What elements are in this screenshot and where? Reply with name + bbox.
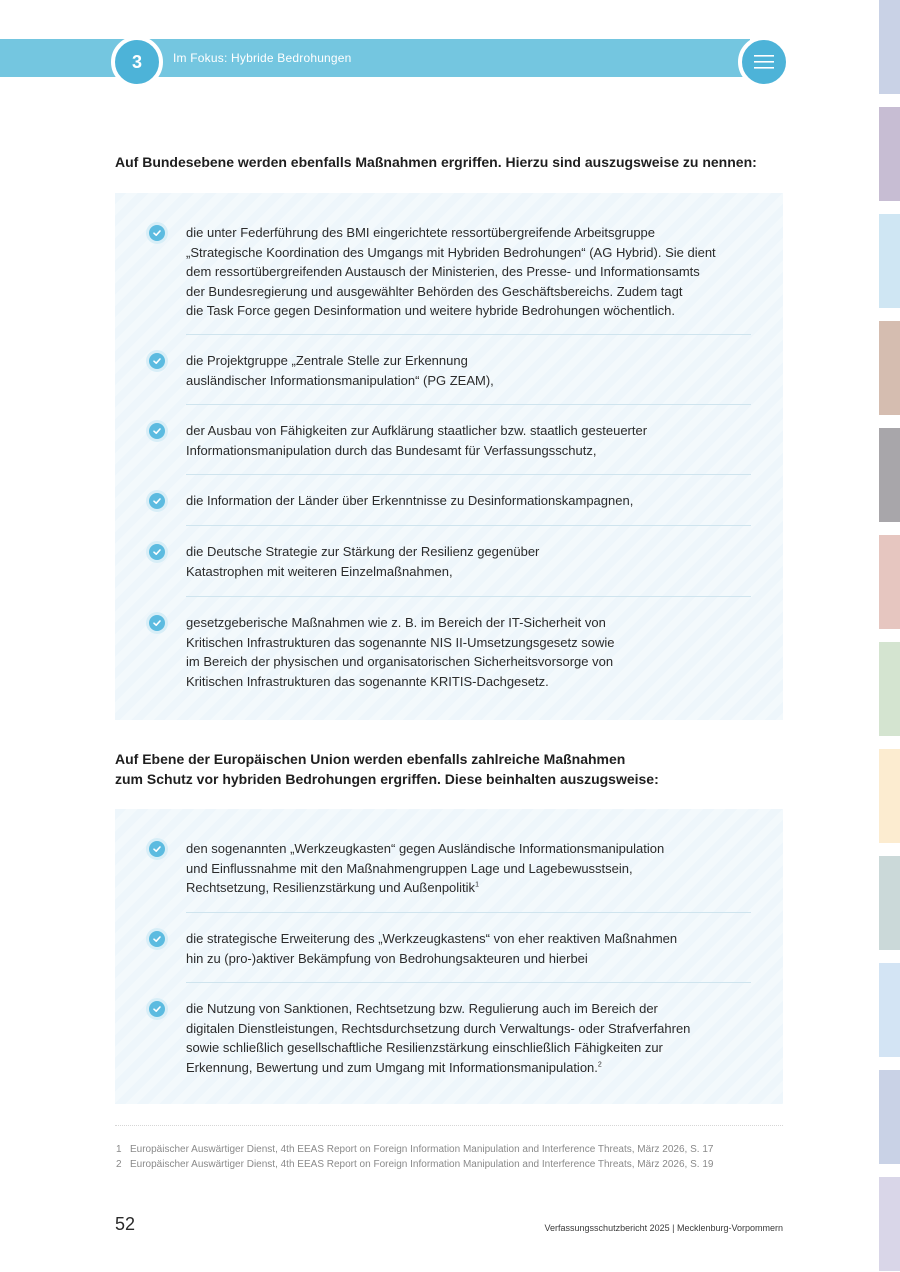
- list-divider: [186, 596, 751, 597]
- footnote-1: [116, 1143, 713, 1157]
- footnote-number: 1: [116, 1144, 122, 1155]
- footnote-separator: [115, 1125, 783, 1126]
- check-circle-icon: [149, 931, 165, 947]
- list-item: [186, 839, 751, 898]
- side-tab[interactable]: [879, 963, 900, 1057]
- list-item-line: im Bereich der physischen und organisatorischen Sicherheitsvorsorge von: [186, 654, 614, 669]
- side-tab[interactable]: [879, 1070, 900, 1164]
- side-tab[interactable]: [879, 749, 900, 843]
- check-circle-icon: [149, 544, 165, 560]
- list-item-line: die Deutsche Strategie zur Stärkung der Resilienz gegenüber: [186, 544, 540, 559]
- list-item-line: die Nutzung von Sanktionen, Rechtsetzung bzw. Regulierung auch im Bereich der: [186, 1001, 658, 1016]
- side-tab[interactable]: [879, 107, 900, 201]
- section2-lead-line: Auf Ebene der Europäischen Union werden ebenfalls zahlreiche Maßnahmen: [115, 751, 626, 767]
- list-item-line: dem ressortübergreifenden Austausch der Ministerien, des Presse- und Informationsamts: [186, 264, 700, 279]
- footnote-2: [116, 1158, 713, 1172]
- side-tab[interactable]: [879, 856, 900, 950]
- section1-lead: Auf Bundesebene werden ebenfalls Maßnahmen ergriffen. Hierzu sind auszugsweise zu nennen:: [115, 154, 757, 170]
- list-item-line: Kritischen Infrastrukturen das sogenannte KRITIS-Dachgesetz.: [186, 673, 549, 689]
- list-divider: [186, 982, 751, 983]
- publication-title: Verfassungsschutzbericht 2025 | Mecklenburg-Vorpommern: [544, 1223, 783, 1233]
- list-item: [186, 421, 751, 460]
- list-item-line: die strategische Erweiterung des „Werkzeugkastens“ von eher reaktiven Maßnahmen: [186, 931, 678, 946]
- list-item: [186, 491, 751, 511]
- section1-box: [115, 193, 783, 720]
- list-divider: [186, 525, 751, 526]
- list-item-line: die Information der Länder über Erkenntnisse zu Desinformationskampagnen,: [186, 493, 634, 508]
- list-item-line: Katastrophen mit weiteren Einzelmaßnahmen,: [186, 563, 453, 579]
- list-item: [186, 542, 751, 581]
- list-item-line: die unter Federführung des BMI eingerichtete ressortübergreifende Arbeitsgruppe: [186, 225, 656, 240]
- footnote-reference[interactable]: 2: [597, 1061, 602, 1069]
- side-tab[interactable]: [879, 214, 900, 308]
- check-circle-icon: [149, 1001, 165, 1017]
- side-tab[interactable]: [879, 0, 900, 94]
- list-item-line: und Einflussnahme mit den Maßnahmengruppen Lage und Lagebewusstsein,: [186, 860, 633, 876]
- side-tab[interactable]: [879, 1177, 900, 1271]
- section2-lead: [115, 749, 659, 789]
- list-divider: [186, 334, 751, 335]
- list-item-line: Informationsmanipulation durch das Bundesamt für Verfassungsschutz,: [186, 442, 597, 458]
- list-item-line: „Strategische Koordination des Umgangs mit Hybriden Bedrohungen“ (AG Hybrid). Sie dient: [186, 244, 716, 260]
- list-item: [186, 999, 751, 1077]
- list-item: [186, 613, 751, 691]
- side-tab[interactable]: [879, 321, 900, 415]
- page-number: 52: [115, 1214, 136, 1234]
- list-item-line: sowie schließlich gesellschaftliche Resilienzstärkung einschließlich Fähigkeiten zur: [186, 1040, 663, 1055]
- list-divider: [186, 404, 751, 405]
- list-item: [186, 351, 751, 390]
- chapter-number-badge: [111, 36, 163, 88]
- list-item-line: die Task Force gegen Desinformation und weitere hybride Bedrohungen wöchentlich.: [186, 303, 675, 318]
- list-item-line: den sogenannten „Werkzeugkasten“ gegen Ausländische Informationsmanipulation: [186, 841, 665, 856]
- list-item-line: der Ausbau von Fähigkeiten zur Aufklärung staatlicher bzw. staatlich gesteuerter: [186, 423, 648, 438]
- list-divider: [186, 912, 751, 913]
- list-item-line: der Bundesregierung und ausgewählter Behörden des Geschäftsbereichs. Zudem tagt: [186, 283, 683, 299]
- list-item-line: digitalen Dienstleistungen, Rechtsdurchsetzung durch Verwaltungs- oder Strafverfahren: [186, 1020, 691, 1036]
- list-item-line: gesetzgeberische Maßnahmen wie z. B. im Bereich der IT-Sicherheit von: [186, 615, 606, 630]
- list-item-line: Kritischen Infrastrukturen das sogenannte NIS II-Umsetzungsgesetz sowie: [186, 634, 615, 650]
- check-circle-icon: [149, 493, 165, 509]
- list-item-line: die Projektgruppe „Zentrale Stelle zur Erkennung: [186, 353, 468, 368]
- list-item-line: Rechtsetzung, Resilienzstärkung und Außenpolitik$^1$: [186, 880, 479, 895]
- check-circle-icon: [149, 615, 165, 631]
- check-circle-icon: [149, 423, 165, 439]
- chapter-title: Im Fokus: Hybride Bedrohungen: [173, 51, 352, 65]
- list-item-line: Erkennung, Bewertung und zum Umgang mit Informationsmanipulation.$^2$: [186, 1059, 602, 1075]
- list-item: [186, 223, 751, 321]
- section2-box: [115, 809, 783, 1104]
- list-item-line: ausländischer Informationsmanipulation“ (PG ZEAM),: [186, 372, 494, 388]
- check-circle-icon: [149, 225, 165, 241]
- footnote-text: Europäischer Auswärtiger Dienst, 4th EEAS Report on Foreign Information Manipulation and Interference Threats, März 2026, S. 17: [130, 1144, 714, 1155]
- check-circle-icon: [149, 841, 165, 857]
- hamburger-menu-icon: [754, 55, 774, 69]
- side-tab[interactable]: [879, 428, 900, 522]
- section2-lead-line: zum Schutz vor hybriden Bedrohungen ergriffen. Diese beinhalten auszugsweise:: [115, 771, 659, 787]
- footnote-number: 2: [116, 1159, 122, 1170]
- list-item: [186, 929, 751, 968]
- chapter-number: 3: [131, 51, 142, 72]
- list-divider: [186, 474, 751, 475]
- footnote-text: Europäischer Auswärtiger Dienst, 4th EEAS Report on Foreign Information Manipulation and Interference Threats, März 2026, S. 19: [130, 1159, 714, 1170]
- menu-button[interactable]: [738, 36, 790, 88]
- side-tab[interactable]: [879, 642, 900, 736]
- footnote-reference[interactable]: 1: [475, 881, 479, 889]
- check-circle-icon: [149, 353, 165, 369]
- list-item-line: hin zu (pro-)aktiver Bekämpfung von Bedrohungsakteuren und hierbei: [186, 950, 588, 966]
- side-tab[interactable]: [879, 535, 900, 629]
